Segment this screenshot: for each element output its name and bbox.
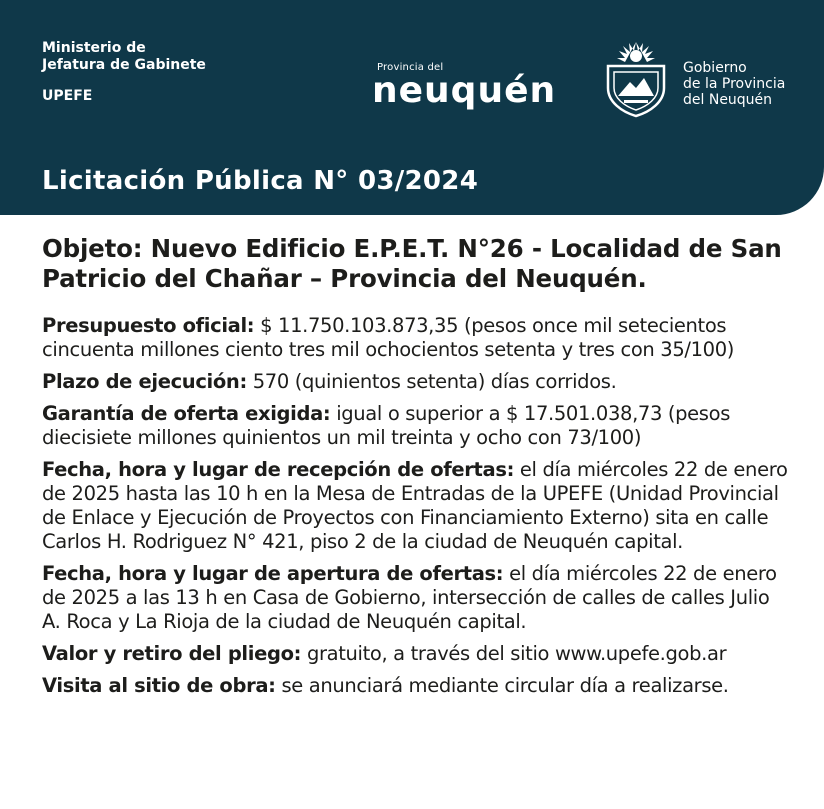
item-label: Fecha, hora y lugar de recepción de ofertas:: [42, 458, 515, 481]
item-label: Plazo de ejecución:: [42, 370, 247, 393]
site-visit: [42, 674, 792, 698]
item-text: 570 (quinientos setenta) días corridos.: [246, 370, 617, 393]
ministry-line-1: Ministerio de: [42, 40, 146, 56]
official-budget: [42, 314, 792, 362]
bid-guarantee: [42, 402, 792, 450]
bid-opening: [42, 562, 792, 634]
ministry-line-2: Jefatura de Gabinete: [42, 57, 206, 73]
item-label: Garantía de oferta exigida:: [42, 402, 331, 425]
tender-content: [42, 234, 792, 706]
item-text: el día miércoles 22 de enero de 2025 a las 13 h en Casa de Gobierno, intersección de calles de calles Julio A. Roca y La Rioja de la ciudad de Neuquén capital.: [42, 562, 777, 633]
provincial-shield-icon: [600, 40, 672, 118]
item-text: $ 11.750.103.873,35 (pesos once mil setecientos cincuenta millones ciento tres mil ochocientos setenta y tres con 35/100): [42, 314, 735, 361]
government-label: [683, 60, 785, 108]
item-text: el día miércoles 22 de enero de 2025 hasta las 10 h en la Mesa de Entradas de la UPEFE (Unidad Provincial de Enlace y Ejecución de Proyectos con Financiamiento Externo) sita en calle Carlos H. Rodriguez N° 421, piso 2 de la ciudad de Neuquén capital.: [42, 458, 788, 553]
item-label: Fecha, hora y lugar de apertura de ofertas:: [42, 562, 504, 585]
item-label: Valor y retiro del pliego:: [42, 642, 302, 665]
item-text: gratuito, a través del sitio www.upefe.gob.ar: [301, 642, 727, 665]
unit-label: UPEFE: [42, 88, 93, 104]
tender-title: Licitación Pública N° 03/2024: [42, 166, 479, 196]
execution-period: [42, 370, 792, 394]
gov-line-3: del Neuquén: [683, 92, 773, 108]
tender-objective: Objeto: Nuevo Edificio E.P.E.T. N°26 - Localidad de San Patricio del Chañar – Provincia del Neuquén.: [42, 234, 782, 293]
specification-access: [42, 642, 792, 666]
item-label: Presupuesto oficial:: [42, 314, 255, 337]
item-text: se anunciará mediante circular día a realizarse.: [275, 674, 729, 697]
gov-line-1: Gobierno: [683, 60, 747, 76]
province-small-text: Provincia del: [377, 62, 444, 73]
header-banner: [0, 0, 824, 215]
item-text: igual o superior a $ 17.501.038,73 (pesos diecisiete millones quinientos un mil treinta y ocho con 73/100): [42, 402, 731, 449]
bid-reception: [42, 458, 792, 554]
province-wordmark: neuquén: [372, 70, 557, 111]
item-label: Visita al sitio de obra:: [42, 674, 276, 697]
ministry-block: [42, 40, 206, 105]
gov-line-2: de la Provincia: [683, 76, 786, 92]
neuquen-province-logo: [372, 62, 557, 111]
